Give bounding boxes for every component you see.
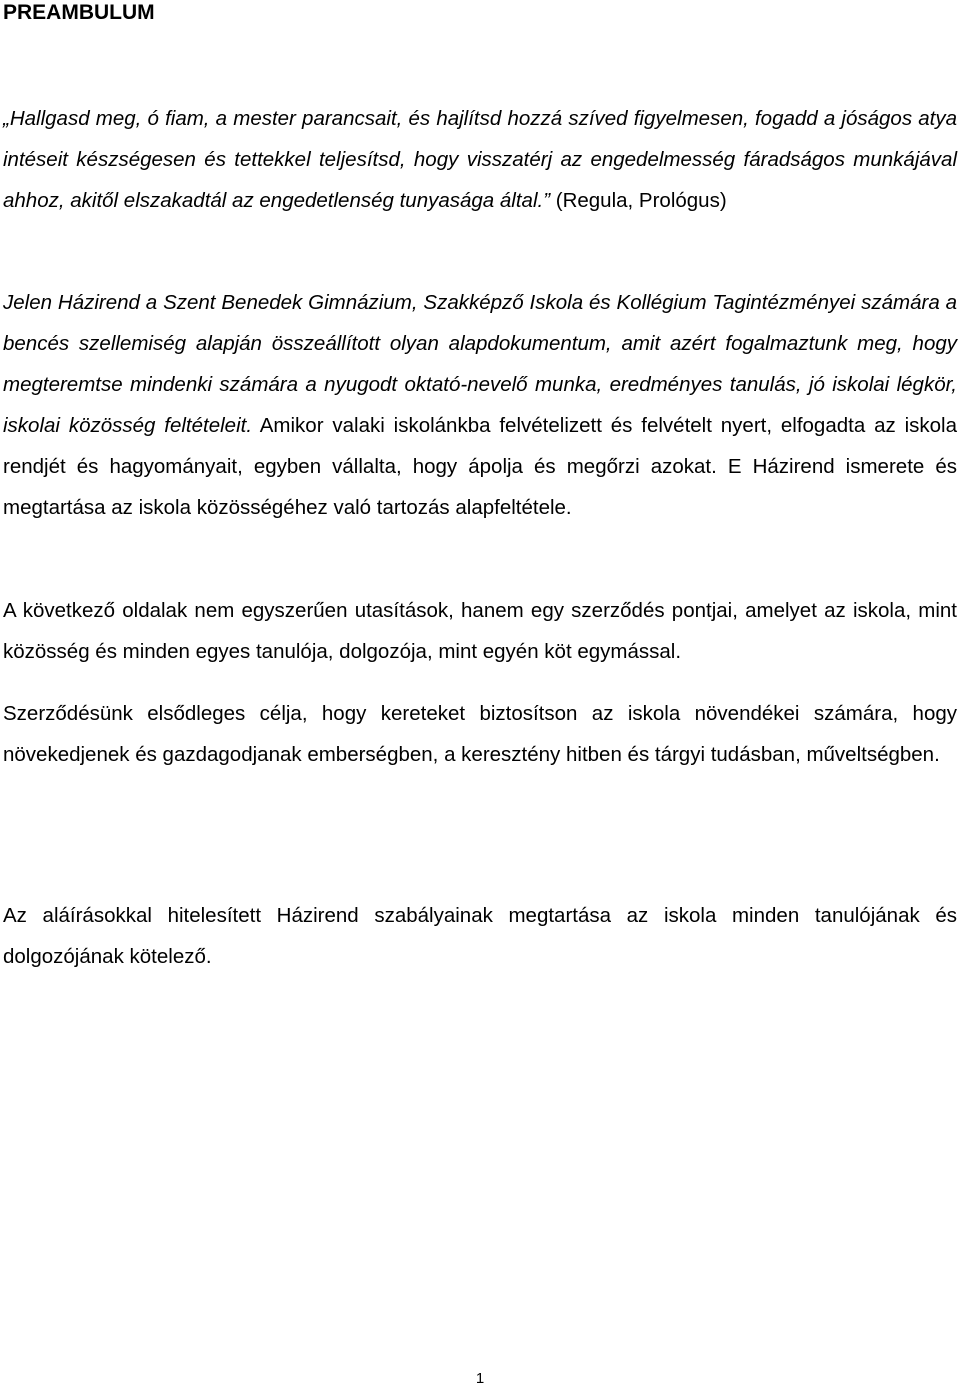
page-number: 1 [475, 1370, 485, 1387]
closing-paragraph: Az aláírásokkal hitelesített Házirend szabályainak megtartása az iskola minden tanulójának és dolgozójának kötelező. [3, 904, 957, 968]
intro-regular-text: Amikor valaki iskolánkba felvételizett és felvételt nyert, elfogadta az iskola rendjét és hagyományait, egyben vállalta, hogy ápolja és megőrzi azokat. E Házirend ismerete és megtartása az iskola közösségéhez való tartozás alapfeltétele. [3, 414, 957, 519]
contract-paragraph: A következő oldalak nem egyszerűen utasítások, hanem egy szerződés pontjai, amelyet az iskola, mint közösség és minden egyes tanulója, dolgozója, mint egyén köt egymással. [3, 599, 957, 663]
intro-italic-text: Jelen Házirend a Szent Benedek Gimnázium, Szakképző Iskola és Kollégium Tagintézményei számára a bencés szellemiség alapján összeállított olyan alapdokumentum, amit azért fogalmaztunk meg, hogy megteremtse mindenki számára a nyugodt oktató-nevelő munka, eredményes tanulás, jó iskolai légkör, iskolai közösség feltételeit. [3, 291, 957, 437]
goal-paragraph: Szerződésünk elsődleges célja, hogy kereteket biztosítson az iskola növendékei számára, hogy növekedjenek és gazdagodjanak emberségben, a keresztény hitben és tárgyi tudásban, műveltségben. [3, 702, 957, 766]
quote-paragraph [3, 98, 957, 221]
quote-source: (Regula, Prológus) [550, 189, 727, 212]
document-title: PREAMBULUM [3, 1, 155, 24]
regula-quote: „Hallgasd meg, ó fiam, a mester parancsait, és hajlítsd hozzá szíved figyelmesen, fogadd a jóságos atya intéseit készségesen és tettekkel teljesítsd, hogy visszatérj az engedelmesség fáradságos munkájával ahhoz, akitől elszakadtál az engedetlenség tunyasága által.” [3, 107, 957, 212]
intro-paragraph [3, 282, 957, 528]
